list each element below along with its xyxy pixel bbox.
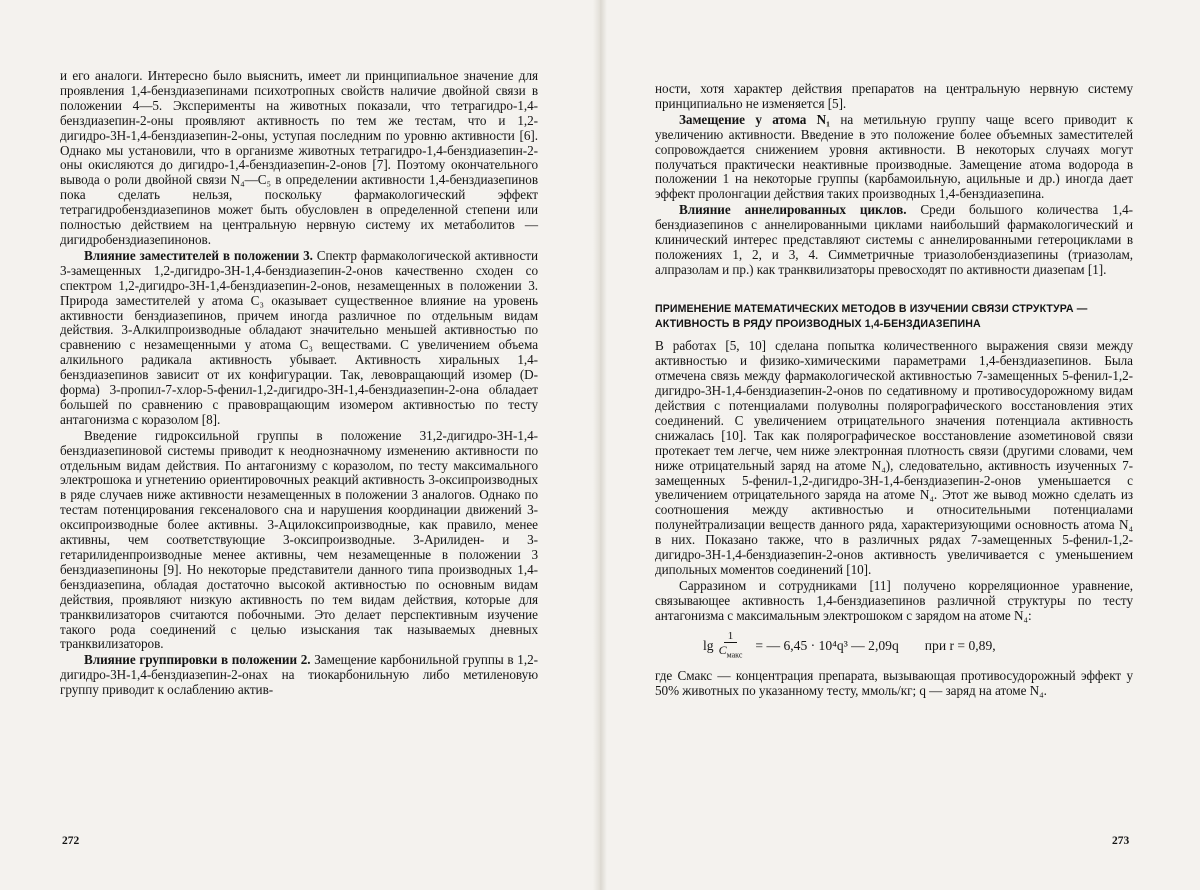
- paragraph: Влияние аннелированных циклов. Среди большого количества 1,4-бенздиазепинов с аннелированными циклами наибольший фармакологический и клинический интерес представляют системы с аннелированными гетероциклами в положениях 1, 2, и 3, 4. Симметричные триазолобенздиазепины (триазолам, алпразолам и пр.) как транквилизаторы превосходят по активности диазепам [1].: [655, 202, 1133, 277]
- page-number: 272: [62, 835, 80, 847]
- left-page: [60, 0, 538, 890]
- formula-lg: lg: [703, 637, 714, 653]
- paragraph: Сарразином и сотрудниками [11] получено корреляционное уравнение, связывающее активность 1,4-бенздиазепинов различной структуры по тесту антагонизма с максимальным электрошоком с зарядом на атоме N₄:: [655, 577, 1133, 623]
- paragraph: и его аналоги. Интересно было выяснить, имеет ли принципиальное значение для проявления 1,4-бенздиазепинами психотропных свойств наличие двойной связи в положении 4—5. Эксперименты на животных показали, что тетрагидро-1,4-бенздиазепин-2-оны проявляют активность по тем же тестам, что и 1,2-дигидро-3Н-1,4-бенздиазепин-2-оны, уступая последним по уровню активности [6]. Однако мы установили, что в организме животных тетрагидро-1,4-бенздиазепин-2-оны окисляются до дигидро-1,4-бенздиазепин-2-онов [7]. Поэтому окончательного вывода о роли двойной связи N₄—C₅ в определении активности 1,4-бенздиазепинов пока сделать нельзя, поскольку фармакологический эффект тетрагидробенздиазепинов может быть обусловлен в определенной степени или полностью действием на центральную нервную систему их метаболитов — дигидробенздиазепинонов.: [60, 68, 538, 247]
- paragraph: Влияние группировки в положении 2. Замещение карбонильной группы в 1,2-дигидро-3Н-1,4-бенздиазепин-2-онах на тиокарбонильную либо метиленовую группу приводит к ослаблению актив-: [60, 652, 538, 698]
- paragraph: Замещение у атома N₁ на метильную группу чаще всего приводит к увеличению активности. Введение в это положение более объемных заместителей сопровождается снижением уровня активности. В некоторых случаях могут получаться практически неактивные производные. Замещение атома водорода в положении 1 на некоторые группы (карбамоильную, ацильные и др.) иногда дает эффект пролонгации действия таких производных 1,4-бенздиазепина.: [655, 111, 1133, 202]
- paragraph: В работах [5, 10] сделана попытка количественного выражения связи между активностью и физико-химическими параметрами 1,4-бенздиазепинов. Была отмечена связь между фармакологической активностью 7-замещенных 5-фенил-1,2-дигидро-3Н-1,4-бенздиазепин-2-онов по седативному и противосудорожному видам действия с потенциалами полуволны полярографического восстановления этих соединений. С увеличением отрицательного значения потенциала активность снижалась [10]. Так как полярографическое восстановление азометиновой связи протекает тем легче, чем ниже электронная плотность связи (другими словами, чем ниже отрицательный заряд на атоме N₄), следовательно, активность изученных 7-замещенных 5-фенил-1,2-дигидро-3Н-1,4-бенздиазепин-2-онов уменьшается с увеличением отрицательного заряда на атоме N₄. Этот же вывод можно сделать из соотношения между активностью и относительными потенциалами полунейтрализации веществ данного ряда, характеризующими основность атома N₄ в них. Показано также, что в различных рядах 7-замещенных 5-фенил-1,2-дигидро-3Н-1,4-бенздиазепин-2-онов активность увеличивается с уменьшением дипольных моментов соединений [10].: [655, 338, 1133, 577]
- run-in-heading: Замещение у атома N₁: [679, 111, 831, 127]
- page-number: 273: [1112, 835, 1130, 847]
- book-gutter: [593, 0, 607, 890]
- formula-condition: при r = 0,89,: [924, 637, 996, 653]
- formula-rhs: = — 6,45 · 10⁴q³ — 2,09q: [755, 637, 899, 653]
- right-page: [655, 0, 1133, 890]
- fraction-denominator: $C_{макс}$: [718, 642, 743, 659]
- paragraph: где Cмакс — концентрация препарата, вызывающая противосудорожный эффект у 50% животных по указанному тесту, ммоль/кг; q — заряд на атоме N₄.: [655, 667, 1133, 698]
- fraction-numerator: 1: [724, 630, 738, 643]
- paragraph: Введение гидроксильной группы в положение 31,2-дигидро-3Н-1,4-бенздиазепиновой системы приводит к неоднозначному изменению активности по отдельным видам действия. По антагонизму с коразолом, по тесту максимального электрошока и угнетению ориентировочных реакций активность 3-оксипроизводных в ряде случаев ниже активности незамещенных в положении 3 аналогов. Однако по тестам потенцирования гексеналового сна и нарушения координации движений 3-оксипроизводные более активны. 3-Ацилоксипроизводные, как правило, менее активны, чем соответствующие 3-оксипроизводные. 3-Арилиден- и 3-гетарилиденпроизводные менее активны, чем незамещенные в положении 3 бенздиазепиноны [9]. Но некоторые представители данного типа производных 1,4-бенздиазепина, обладая достаточно высокой активностью по основным видам действия, проявляют низкую активность по тем видам действия, которые для транквилизаторов считаются побочными. Это делает перспективным изучение такого рода соединений с целью изыскания так называемых дневных транквилизаторов.: [60, 427, 538, 652]
- paragraph: Влияние заместителей в положении 3. Спектр фармакологической активности 3-замещенных 1,2-дигидро-3Н-1,4-бенздиазепин-2-онов качественно сходен со спектром 1,2-дигидро-3Н-1,4-бенздиазепин-2-онов, незамещенных в положении 3. Природа заместителей у атома С₃ оказывает существенное влияние на уровень активности бенздиазепинов, причем иногда различное по отдельным видам действия. 3-Алкилпроизводные обладают значительно меньшей активностью по сравнению с незамещенными у атома С₃ веществами. С увеличением объема алкильного радикала активность убывает. Активность хиральных 1,4-бенздиазепинов зависит от их конфигурации. Так, левовращающий изомер (D-форма) 3-пропил-7-хлор-5-фенил-1,2-дигидро-3Н-1,4-бенздиазепин-2-она обладает большей по сравнению с правовращающим изомером активностью по тесту антагонизма с коразолом [8].: [60, 247, 538, 427]
- run-in-heading: Влияние заместителей в положении 3.: [84, 247, 313, 263]
- run-in-heading: Влияние группировки в положении 2.: [84, 652, 311, 668]
- formula-fraction: [716, 630, 746, 662]
- paragraph: ности, хотя характер действия препаратов на центральную нервную систему принципиально не изменяется [5].: [655, 81, 1133, 111]
- correlation-equation: [703, 630, 1133, 662]
- run-in-heading: Влияние аннелированных циклов.: [679, 202, 907, 218]
- left-body: [60, 69, 538, 698]
- section-heading: ПРИМЕНЕНИЕ МАТЕМАТИЧЕСКИХ МЕТОДОВ В ИЗУЧЕНИИ СВЯЗИ СТРУКТУРА — АКТИВНОСТЬ В РЯДУ ПРОИЗВОДНЫХ 1,4-БЕНЗДИАЗЕПИНА: [655, 302, 1088, 330]
